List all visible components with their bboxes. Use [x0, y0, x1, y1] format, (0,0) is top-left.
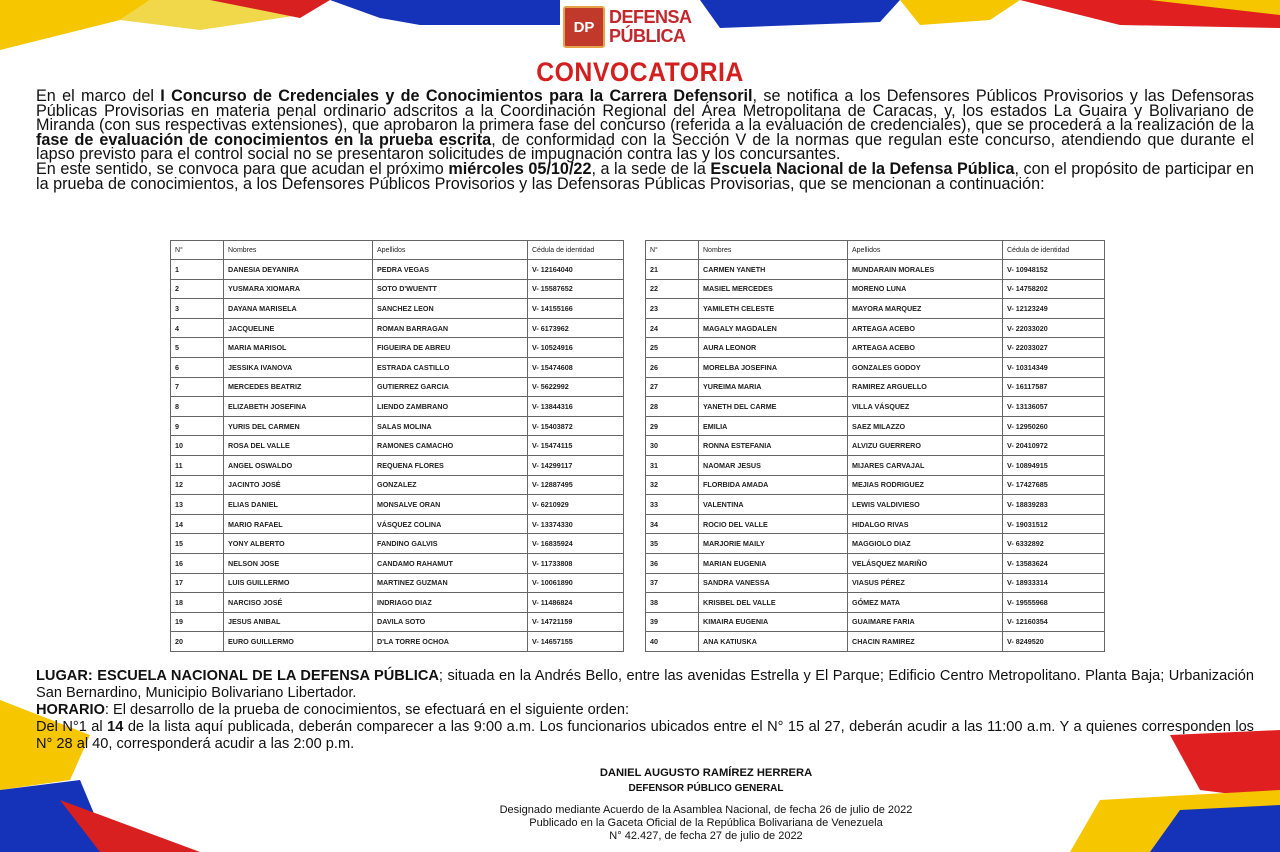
cell-number: 3 — [171, 299, 224, 319]
cell-names: KIMAIRA EUGENIA — [699, 612, 848, 632]
cell-id: V- 14657155 — [528, 632, 624, 652]
cell-surnames: SANCHEZ LEON — [373, 299, 528, 319]
cell-number: 18 — [171, 593, 224, 613]
table-row — [646, 514, 1105, 534]
logo-badge: DP — [563, 6, 605, 48]
cell-names: YONY ALBERTO — [224, 534, 373, 554]
cell-surnames: RAMIREZ ARGUELLO — [848, 377, 1003, 397]
cell-surnames: MUNDARAIN MORALES — [848, 260, 1003, 280]
table-row — [646, 455, 1105, 475]
cell-surnames: VILLA VÁSQUEZ — [848, 397, 1003, 417]
cell-names: AURA LEONOR — [699, 338, 848, 358]
table-row — [646, 593, 1105, 613]
table-row — [171, 397, 624, 417]
cell-number: 19 — [171, 612, 224, 632]
cell-id: V- 16117587 — [1003, 377, 1105, 397]
cell-number: 33 — [646, 495, 699, 515]
cell-id: V- 15403872 — [528, 416, 624, 436]
cell-names: YUSMARA XIOMARA — [224, 279, 373, 299]
table-row — [171, 318, 624, 338]
cell-surnames: SAEZ MILAZZO — [848, 416, 1003, 436]
cell-id: V- 10061890 — [528, 573, 624, 593]
cell-id: V- 6210929 — [528, 495, 624, 515]
cell-names: YUREIMA MARIA — [699, 377, 848, 397]
cell-number: 10 — [171, 436, 224, 456]
cell-id: V- 8249520 — [1003, 632, 1105, 652]
table-row — [171, 357, 624, 377]
logo-line-1: DEFENSA — [609, 7, 692, 27]
cell-names: ELIAS DANIEL — [224, 495, 373, 515]
cell-number: 20 — [171, 632, 224, 652]
table-row — [171, 338, 624, 358]
cell-names: JESSIKA IVANOVA — [224, 357, 373, 377]
cell-number: 38 — [646, 593, 699, 613]
cell-surnames: ARTEAGA ACEBO — [848, 338, 1003, 358]
cell-surnames: MAGGIOLO DIAZ — [848, 534, 1003, 554]
cell-surnames: LEWIS VALDIVIESO — [848, 495, 1003, 515]
cell-surnames: MARTINEZ GUZMAN — [373, 573, 528, 593]
signatory-name: DANIEL AUGUSTO RAMÍREZ HERRERA — [599, 767, 813, 779]
schedule-paragraph: HORARIO: El desarrollo de la prueba de conocimientos, se efectuará en el siguiente orden: — [36, 702, 629, 718]
cell-number: 24 — [646, 318, 699, 338]
cell-surnames: MIJARES CARVAJAL — [848, 455, 1003, 475]
cell-surnames: D'LA TORRE OCHOA — [373, 632, 528, 652]
cell-names: MARIA MARISOL — [224, 338, 373, 358]
header-id: Cédula de identidad — [528, 241, 624, 260]
cell-id: V- 18839283 — [1003, 495, 1105, 515]
cell-names: NELSON JOSE — [224, 553, 373, 573]
cell-surnames: MORENO LUNA — [848, 279, 1003, 299]
cell-names: ROCIO DEL VALLE — [699, 514, 848, 534]
cell-id: V- 14155166 — [528, 299, 624, 319]
cell-surnames: GÓMEZ MATA — [848, 593, 1003, 613]
cell-surnames: ESTRADA CASTILLO — [373, 357, 528, 377]
cell-number: 21 — [646, 260, 699, 280]
cell-number: 4 — [171, 318, 224, 338]
cell-number: 13 — [171, 495, 224, 515]
cell-number: 1 — [171, 260, 224, 280]
cell-number: 14 — [171, 514, 224, 534]
cell-surnames: ROMAN BARRAGAN — [373, 318, 528, 338]
table-row — [171, 495, 624, 515]
table-row — [646, 397, 1105, 417]
table-row — [171, 632, 624, 652]
cell-number: 26 — [646, 357, 699, 377]
signatory-notes — [406, 804, 1006, 842]
cell-number: 32 — [646, 475, 699, 495]
table-row — [646, 377, 1105, 397]
cell-id: V- 20410972 — [1003, 436, 1105, 456]
cell-id: V- 12887495 — [528, 475, 624, 495]
cell-number: 15 — [171, 534, 224, 554]
cell-id: V- 13583624 — [1003, 553, 1105, 573]
cell-id: V- 13136057 — [1003, 397, 1105, 417]
table-row — [646, 612, 1105, 632]
schedule-detail: Del N°1 al 14 de la lista aquí publicada, deberán comparecer a las 9:00 a.m. Los funcionarios ubicados entre el N° 15 al 27, deberán acudir a las 11:00 a.m. Y a quienes corresponden los N° 28 al 40, corresponderá acudir a las 2:00 p.m. — [36, 719, 1254, 752]
cell-surnames: ALVIZU GUERRERO — [848, 436, 1003, 456]
header-names: Nombres — [224, 241, 373, 260]
table-row — [171, 553, 624, 573]
cell-number: 7 — [171, 377, 224, 397]
cell-names: MAGALY MAGDALEN — [699, 318, 848, 338]
cell-names: LUIS GUILLERMO — [224, 573, 373, 593]
cell-number: 8 — [171, 397, 224, 417]
cell-surnames: GONZALEZ — [373, 475, 528, 495]
header-id: Cédula de identidad — [1003, 241, 1105, 260]
location-paragraph: LUGAR: ESCUELA NACIONAL DE LA DEFENSA PÚBLICA; situada en la Andrés Bello, entre las avenidas Estrella y El Parque; Edificio Centro Metropolitano. Planta Baja; Urbanización San Bernardino, Municipio Bolivariano Libertador. — [36, 668, 1254, 701]
cell-surnames: VELÁSQUEZ MARIÑO — [848, 553, 1003, 573]
cell-names: MERCEDES BEATRIZ — [224, 377, 373, 397]
table-row — [171, 455, 624, 475]
cell-id: V- 11486824 — [528, 593, 624, 613]
table-row — [171, 475, 624, 495]
table-row — [646, 475, 1105, 495]
participants-table-1 — [170, 240, 624, 652]
cell-names: JACINTO JOSÉ — [224, 475, 373, 495]
cell-names: ELIZABETH JOSEFINA — [224, 397, 373, 417]
cell-surnames: MAYORA MARQUEZ — [848, 299, 1003, 319]
cell-number: 37 — [646, 573, 699, 593]
cell-names: DAYANA MARISELA — [224, 299, 373, 319]
cell-number: 17 — [171, 573, 224, 593]
cell-surnames: SALAS MOLINA — [373, 416, 528, 436]
cell-names: RONNA ESTEFANIA — [699, 436, 848, 456]
cell-surnames: FANDINO GALVIS — [373, 534, 528, 554]
cell-number: 27 — [646, 377, 699, 397]
cell-names: ANA KATIUSKA — [699, 632, 848, 652]
cell-names: JESUS ANIBAL — [224, 612, 373, 632]
participants-table-2 — [645, 240, 1105, 652]
cell-number: 6 — [171, 357, 224, 377]
cell-surnames: FIGUEIRA DE ABREU — [373, 338, 528, 358]
table-row — [171, 612, 624, 632]
cell-surnames: PEDRA VEGAS — [373, 260, 528, 280]
cell-surnames: DAVILA SOTO — [373, 612, 528, 632]
cell-id: V- 11733808 — [528, 553, 624, 573]
cell-id: V- 12160354 — [1003, 612, 1105, 632]
table-row — [171, 260, 624, 280]
cell-surnames: MONSALVE ORAN — [373, 495, 528, 515]
cell-number: 16 — [171, 553, 224, 573]
table-row — [646, 279, 1105, 299]
cell-number: 11 — [171, 455, 224, 475]
table-row — [171, 514, 624, 534]
cell-number: 36 — [646, 553, 699, 573]
table-row — [171, 416, 624, 436]
intro-paragraph-2: En este sentido, se convoca para que acudan el próximo miércoles 05/10/22, a la sede de la Escuela Nacional de la Defensa Pública, con el propósito de participar en la prueba de conocimientos, a los Defensores Públicos Provisorios y las Defensoras Públicas Provisorias, que se mencionan a continuación: — [36, 159, 1255, 193]
table-header-row — [646, 241, 1105, 260]
cell-id: V- 12950260 — [1003, 416, 1105, 436]
cell-names: NARCISO JOSÉ — [224, 593, 373, 613]
cell-names: ANGEL OSWALDO — [224, 455, 373, 475]
cell-id: V- 19555968 — [1003, 593, 1105, 613]
cell-id: V- 12123249 — [1003, 299, 1105, 319]
cell-id: V- 5622992 — [528, 377, 624, 397]
table-row — [646, 573, 1105, 593]
cell-names: MARIAN EUGENIA — [699, 553, 848, 573]
cell-number: 5 — [171, 338, 224, 358]
cell-names: CARMEN YANETH — [699, 260, 848, 280]
cell-names: YAMILETH CELESTE — [699, 299, 848, 319]
cell-names: MASIEL MERCEDES — [699, 279, 848, 299]
cell-names: DANESIA DEYANIRA — [224, 260, 373, 280]
cell-number: 31 — [646, 455, 699, 475]
cell-id: V- 12164040 — [528, 260, 624, 280]
note-line-1: Designado mediante Acuerdo de la Asamblea Nacional, de fecha 26 de julio de 2022 — [499, 804, 913, 816]
header-names: Nombres — [699, 241, 848, 260]
table-row — [171, 279, 624, 299]
cell-id: V- 16835924 — [528, 534, 624, 554]
cell-surnames: GUTIERREZ GARCIA — [373, 377, 528, 397]
cell-id: V- 22033027 — [1003, 338, 1105, 358]
cell-names: EURO GUILLERMO — [224, 632, 373, 652]
header-surnames: Apellidos — [373, 241, 528, 260]
cell-id: V- 19031512 — [1003, 514, 1105, 534]
cell-id: V- 15474115 — [528, 436, 624, 456]
table-row — [646, 534, 1105, 554]
cell-id: V- 15474608 — [528, 357, 624, 377]
cell-surnames: CHACIN RAMIREZ — [848, 632, 1003, 652]
cell-id: V- 13374330 — [528, 514, 624, 534]
cell-id: V- 22033020 — [1003, 318, 1105, 338]
cell-surnames: INDRIAGO DIAZ — [373, 593, 528, 613]
header-number: N° — [171, 241, 224, 260]
cell-surnames: MEJIAS RODRIGUEZ — [848, 475, 1003, 495]
cell-id: V- 13844316 — [528, 397, 624, 417]
logo-line-2: PÚBLICA — [609, 26, 686, 46]
cell-number: 34 — [646, 514, 699, 534]
cell-id: V- 10894915 — [1003, 455, 1105, 475]
table-row — [171, 299, 624, 319]
table-row — [646, 416, 1105, 436]
table-row — [646, 357, 1105, 377]
cell-names: MARIO RAFAEL — [224, 514, 373, 534]
cell-number: 29 — [646, 416, 699, 436]
cell-names: MORELBA JOSEFINA — [699, 357, 848, 377]
table-row — [646, 338, 1105, 358]
cell-names: FLORBIDA AMADA — [699, 475, 848, 495]
cell-surnames: ARTEAGA ACEBO — [848, 318, 1003, 338]
cell-names: SANDRA VANESSA — [699, 573, 848, 593]
table-header-row — [171, 241, 624, 260]
cell-names: YURIS DEL CARMEN — [224, 416, 373, 436]
table-row — [171, 573, 624, 593]
note-line-2: Publicado en la Gaceta Oficial de la República Bolivariana de Venezuela — [529, 816, 883, 829]
cell-names: MARJORIE MAILY — [699, 534, 848, 554]
table-row — [171, 593, 624, 613]
table-row — [171, 377, 624, 397]
intro-paragraph-1: En el marco del I Concurso de Credenciales y de Conocimientos para la Carrera Defensoril, se notifica a los Defensores Públicos Provisorios y las Defensoras Públicas Provisorias en materia penal ordinario adscritos a la Coordinación Regional del Área Metropolitana de Caracas, y, los estados La Guaira y Bolivariano de Miranda (con sus respectivas extensiones), que aprobaron la primera fase del concurso (referida a la evaluación de credenciales), que se procederá a la realización de la fase de evaluación de conocimientos en la prueba escrita, de conformidad con la Sección V de la normas que regulan este concurso, atendiendo que durante el lapso previsto para el control social no se presentaron solicitudes de impugnación contra las y los concursantes. — [36, 87, 1254, 164]
defensa-publica-logo — [563, 4, 693, 50]
cell-number: 28 — [646, 397, 699, 417]
table-row — [171, 436, 624, 456]
cell-number: 39 — [646, 612, 699, 632]
cell-surnames: CANDAMO RAHAMUT — [373, 553, 528, 573]
cell-id: V- 18933314 — [1003, 573, 1105, 593]
cell-names: NAOMAR JESUS — [699, 455, 848, 475]
table-row — [646, 260, 1105, 280]
cell-surnames: VIASUS PÉREZ — [848, 573, 1003, 593]
table-row — [646, 553, 1105, 573]
cell-surnames: VÁSQUEZ COLINA — [373, 514, 528, 534]
cell-number: 2 — [171, 279, 224, 299]
cell-surnames: REQUENA FLORES — [373, 455, 528, 475]
cell-surnames: LIENDO ZAMBRANO — [373, 397, 528, 417]
cell-number: 12 — [171, 475, 224, 495]
cell-number: 22 — [646, 279, 699, 299]
cell-id: V- 10314349 — [1003, 357, 1105, 377]
cell-names: VALENTINA — [699, 495, 848, 515]
cell-id: V- 15587652 — [528, 279, 624, 299]
cell-surnames: RAMONES CAMACHO — [373, 436, 528, 456]
location-schedule — [36, 668, 1254, 753]
cell-names: KRISBEL DEL VALLE — [699, 593, 848, 613]
cell-number: 30 — [646, 436, 699, 456]
cell-names: YANETH DEL CARME — [699, 397, 848, 417]
cell-number: 35 — [646, 534, 699, 554]
cell-id: V- 10948152 — [1003, 260, 1105, 280]
cell-surnames: SOTO D'WUENTT — [373, 279, 528, 299]
cell-id: V- 14299117 — [528, 455, 624, 475]
intro-text — [36, 89, 1254, 191]
cell-id: V- 17427685 — [1003, 475, 1105, 495]
cell-names: JACQUELINE — [224, 318, 373, 338]
table-row — [171, 534, 624, 554]
cell-number: 25 — [646, 338, 699, 358]
cell-id: V- 6173962 — [528, 318, 624, 338]
table-row — [646, 299, 1105, 319]
signatory-role: DEFENSOR PÚBLICO GENERAL — [628, 783, 784, 794]
cell-names: ROSA DEL VALLE — [224, 436, 373, 456]
note-line-3: N° 42.427, de fecha 27 de julio de 2022 — [609, 829, 803, 842]
cell-id: V- 14758202 — [1003, 279, 1105, 299]
cell-id: V- 14721159 — [528, 612, 624, 632]
table-row — [646, 632, 1105, 652]
cell-surnames: HIDALGO RIVAS — [848, 514, 1003, 534]
table-row — [646, 436, 1105, 456]
cell-number: 23 — [646, 299, 699, 319]
cell-names: EMILIA — [699, 416, 848, 436]
page-title: CONVOCATORIA — [536, 57, 744, 87]
table-row — [646, 495, 1105, 515]
cell-number: 40 — [646, 632, 699, 652]
table-row — [646, 318, 1105, 338]
cell-id: V- 10524916 — [528, 338, 624, 358]
cell-id: V- 6332892 — [1003, 534, 1105, 554]
header-surnames: Apellidos — [848, 241, 1003, 260]
cell-surnames: GONZALES GODOY — [848, 357, 1003, 377]
cell-number: 9 — [171, 416, 224, 436]
header-number: N° — [646, 241, 699, 260]
cell-surnames: GUAIMARE FARIA — [848, 612, 1003, 632]
